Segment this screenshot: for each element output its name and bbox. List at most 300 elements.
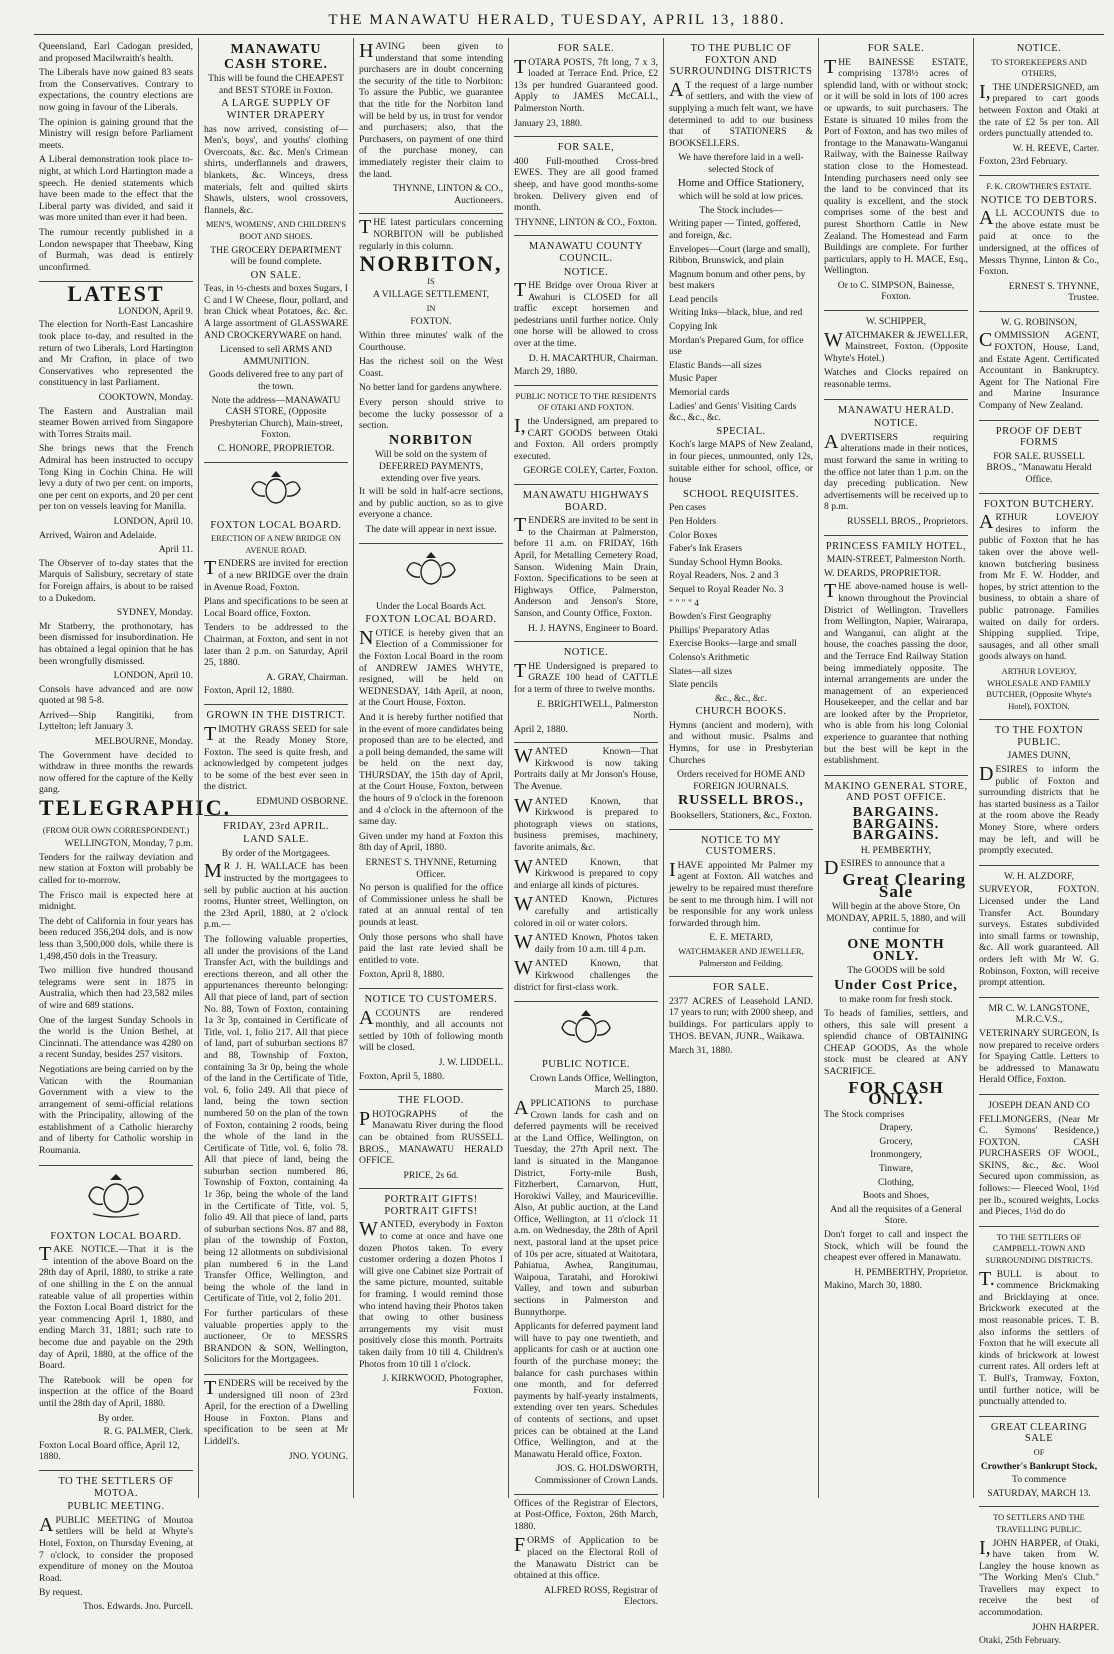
- school-item: " " " " 4: [669, 597, 700, 609]
- column-6: [818, 38, 973, 1498]
- ad-body: ADVERTISERS requiring alterations made in their notices, must forward the same in writing to the office not later than 1 p.m. on the day preceding publication. New advertisements will be received up to 8 p.m.: [824, 430, 968, 513]
- ad-date: Makino, March 30, 1880.: [824, 1280, 923, 1292]
- ad-body: TIMOTHY GRASS SEED for sale at the Ready Money Store, Foxton. The seed is quite fresh, and acknowledged by competent judges to be some of the best ever seen in the district.: [204, 722, 348, 793]
- school-heading: SCHOOL REQUISITES.: [683, 488, 799, 500]
- stock-item: Ironmongery,: [870, 1149, 922, 1161]
- wanted-ad: WANTED Known—That Kirkwood is now taking Portraits daily at Mr Jonson's House, The Avenue.: [514, 745, 658, 793]
- ad-body: TAKE NOTICE.—That it is the intention of the above Board on the 28th day of April, 1880, to strike a rate of one shilling in the £ on the annual rateable value of all properties within the Foxton Local Board district for the year commencing April 1, 1880, and ending March 31, 1881; such rate to become due and payable on the 29th day of April, 1880, at the office of the Board.: [39, 1243, 193, 1372]
- ad-body: VETERINARY SURGEON, Is now prepared to receive orders for Spaying Cattle. Letters to be addressed to Manawatu Herald Office, Foxton.: [979, 1027, 1099, 1086]
- ad-body: Given under my hand at Foxton this 8th day of April, 1880.: [359, 830, 503, 854]
- ad-by: By order of the Mortgagees.: [221, 847, 331, 859]
- norbiton-walk: Within three minutes' walk of the Courthouse.: [359, 330, 503, 353]
- ad-signature: ERNEST S. THYNNE, Trustee.: [1008, 280, 1099, 304]
- news-paragraph: Negotiations are being carried on by the Vatican with the Roumanian Government with a view to the arrangement of semi-official relations with the Principality, allowing of the establishment of a Catholic hierarchy and of liberty for Catholic worship in Roumania.: [39, 1063, 193, 1157]
- reeve-ad: [979, 38, 1099, 176]
- ad-body: Only those persons who shall have paid the last rate levied shall be entitled to vote.: [359, 931, 503, 966]
- norbiton-soil: Has the richest soil on the West Coast.: [359, 356, 503, 379]
- norbiton-ad: [359, 214, 503, 543]
- ad-date: Foxton, April 5, 1880.: [359, 1070, 445, 1082]
- stock-item: Clothing,: [878, 1176, 914, 1188]
- ad-heading: FOR SALE.: [557, 43, 615, 54]
- ad-body: And it is hereby further notified that in the event of more candidates being proposed than are to be elected, and a poll being demanded, the same will be held on the next day, THURSDAY, the 15th day of April, at the Court House, Foxton, between the hours of 9 o'clock in the forenoon and 4 o'clock in the afternoon of the same day.: [359, 711, 503, 828]
- wanted-ad: WANTED Known, that Kirkwood is prepared to copy and enlarge all kinds of pictures.: [514, 855, 658, 891]
- ad-preheading: Under the Local Boards Act.: [375, 600, 487, 612]
- ad-heading: TO THE PUBLIC OF FOXTON AND SURROUNDING DISTRICTS: [669, 43, 813, 78]
- ad-body: FELLMONGERS, (Near Mr C. Symons' Residence,) FOXTON. CASH PURCHASERS OF WOOL, SKINS, &c., &c. Wool Secured upon commission, as follows:— Fleeced Wool, 1½d per lb., scoured weights, Locks and Pieces, 1½d do do: [979, 1113, 1099, 1218]
- stock-item: Lead pencils: [669, 293, 718, 305]
- ad-date: SATURDAY, MARCH 13.: [987, 1487, 1091, 1499]
- ad-heading: TO THE SETTLERS OF MOTOA.: [58, 1475, 174, 1499]
- news-paragraph: The opinion is gaining ground that the Ministry will resign before Parliament meets.: [39, 116, 193, 151]
- masthead-rule: [34, 34, 1104, 35]
- stock-item: Ladies' and Gents' Visiting Cards &c., &c., &c.: [669, 400, 797, 424]
- ad-date: Foxton, 23rd February.: [979, 156, 1068, 168]
- norbiton-in: IN: [426, 303, 436, 313]
- ad-body: DESIRES to announce that a: [824, 857, 945, 880]
- norbiton-date: The date will appear in next issue.: [365, 523, 497, 535]
- stock-item: Envelopes—Court (large and small), Ribbon, Brunswick, and plain: [669, 243, 811, 267]
- ad-body: THE BAINESSE ESTATE, comprising 1378½ acres of splendid land, with or without stock; or it will be sold in lots of 100 acres or upwards, to suit purchasers. The Estate is situated 10 miles from the Port of Foxton, and has two miles of frontage to the Manawatu-Wanganui Railway, with the Bainesse Railway station close to the Homestead. Intending purchasers need only see the land to be convinced that its quality is excellent, and the stock comprises some of the best and purest Shorthorn Cattle in New Zealand. The Homestead and Farm Buildings are complete. For further particulars, apply to H. MACE, Esq., Wellington.: [824, 55, 968, 277]
- ad-date: March 29, 1880.: [514, 366, 578, 378]
- ad-body: Will begin at the above Store, On MONDAY, APRIL 5, 1880, and will continue for: [826, 901, 966, 936]
- dateline: COOKTOWN, Monday.: [98, 392, 193, 404]
- bridge-tender-ad: [204, 515, 348, 705]
- ad-body: The Ratebook will be open for inspection at the office of the Board until the 28th day of April, 1880.: [39, 1374, 193, 1409]
- ad-body: The Stock comprises: [824, 1108, 905, 1120]
- store-goods: Goods delivered free to any part of the town.: [208, 369, 344, 393]
- ad-heading: TO THE SETTLERS OF CAMPBELL-TOWN AND SURROUNDING DISTRICTS.: [985, 1232, 1093, 1266]
- stock-item: Memorial cards: [669, 387, 730, 399]
- ad-signature: H. PEMBERTHY, Proprietor.: [854, 1266, 968, 1278]
- news-top: [39, 38, 193, 282]
- ad-heading: MANAWATU COUNTY COUNCIL.: [528, 241, 644, 264]
- ad-body: which will be sold at low prices.: [678, 191, 804, 203]
- ad-body: COMMISSION AGENT, FOXTON, House, Land, and Estate Agent. Certificated Accountant in Bankruptcy. Agent for The National Fire and Marine Insurance Company of New Zealand.: [979, 329, 1099, 412]
- ad-signature: THYNNE, LINTON & CO., Foxton.: [514, 216, 658, 228]
- ad-signature: A. GRAY, Chairman.: [266, 671, 348, 683]
- wanted-ad: WANTED Known, Photos taken daily from 10 a.m. till 4 p.m.: [514, 931, 658, 955]
- ad-heading: FRIDAY, 23rd APRIL.: [223, 820, 329, 832]
- ad-body: I,the Undersigned, am prepared to CART GOODS between Otaki and Foxton. All orders promptly executed.: [514, 415, 658, 462]
- harper-ad: [979, 1507, 1099, 1654]
- ad-body: TENDERS will be received by the undersigned till noon of 23rd April, for the erection of a Dwelling House in Foxton. Plans and specification to be seen at Mr Liddell's.: [204, 1376, 348, 1447]
- ad-heading: F. K. CROWTHER'S ESTATE.: [986, 181, 1092, 191]
- column-2: [198, 38, 353, 1498]
- ad-heading: PRINCESS FAMILY HOTEL,: [825, 540, 967, 552]
- flood-ad: [359, 1090, 503, 1189]
- school-item: Pen cases: [669, 502, 707, 514]
- debtors-ad: [979, 176, 1099, 312]
- ad-body: FOR SALE. RUSSELL BROS., "Manawatu Herald Office.: [986, 450, 1092, 485]
- ad-body: Watches and Clocks repaired on reasonable terms.: [824, 367, 968, 391]
- store-intro: This will be found the CHEAPEST and BEST STORE in Foxton.: [208, 73, 344, 96]
- ad-body: 400 Full-mouthed Cross-bred EWES. They are all good framed sheep, and have good months-some broken. Delivery given end of month.: [514, 155, 658, 214]
- ad-body: PHOTOGRAPHS of the Manawatu River during the flood can be obtained from RUSSELL BROS., MANAWATU HERALD OFFICE.: [359, 1107, 503, 1167]
- news-paragraph: A Liberal demonstration took place to-night, at which Lord Hartington made a speech. He denied statements which have been made to the effect that the Liberal party was divided, and said it was more united than ever it had been.: [39, 154, 193, 224]
- graze-ad: [514, 642, 658, 743]
- ad-heading: NOTICE.: [1016, 43, 1062, 54]
- coat-of-arms-icon: [554, 1008, 618, 1048]
- ad-body: to make room for fresh stock.: [839, 994, 953, 1006]
- wanted-ad: WANTED Known, Pictures carefully and artistically colored in oil or water colors.: [514, 893, 658, 929]
- ad-subheading: PUBLIC MEETING.: [67, 1501, 165, 1513]
- school-item: Phillips' Preparatory Atlas: [669, 624, 770, 636]
- store-title-2: CASH STORE.: [223, 56, 329, 72]
- ad-body: Plans and specifications to be seen at Local Board office, Foxton.: [204, 596, 348, 619]
- news-paragraph: The rumour recently published in a London newspaper that Theebaw, King of Burmah, was dead is entirely unconfirmed.: [39, 226, 193, 273]
- norbiton-title-2: NORBITON: [389, 432, 473, 448]
- ad-body: IHAVE appointed Mr Palmer my agent at Foxton. All watches and jewelry to be repaired must therefore be sent to me through him. I will not be responsible for any work unless forwarded through him.: [669, 858, 813, 929]
- ad-heading: FOXTON BUTCHERY.: [983, 498, 1095, 510]
- ad-signature: EDMUND OSBORNE.: [256, 796, 348, 808]
- brickmaking-ad: [979, 1227, 1099, 1417]
- ad-signature: ALFRED ROSS, Registrar of Electors.: [543, 1584, 658, 1608]
- ad-heading: MANAWATU HIGHWAYS BOARD.: [522, 490, 650, 513]
- norbiton-village: A VILLAGE SETTLEMENT,: [372, 289, 490, 301]
- ad-signature: JOHN HARPER.: [1031, 1621, 1099, 1633]
- schipper-ad: [824, 311, 968, 400]
- ad-heading: JOSEPH DEAN AND CO: [988, 1099, 1090, 1111]
- school-item: Color Boxes: [669, 529, 718, 541]
- herald-notice-ad: [824, 400, 968, 536]
- ad-date: Foxton Local Board office, April 12, 1880.: [39, 1439, 180, 1463]
- wanted-ad: WANTED Known, that Kirkwood is prepared to photograph views on stations, business premises, machinery, favorite animals, &c.: [514, 794, 658, 854]
- news-paragraph: Tenders for the railway deviation and new station at Foxton will probably be called for to-morrow.: [39, 851, 193, 886]
- ad-heading: MR C. W. LANGSTONE, M.R.C.V.S.,: [988, 1002, 1090, 1026]
- ad-signature: RUSSELL BROS., Proprietors.: [847, 515, 968, 527]
- ad-body: And all the requisites of a General Store.: [830, 1203, 962, 1227]
- ad-date: January 23, 1880.: [514, 117, 583, 129]
- ad-heading: NOTICE TO MY CUSTOMERS.: [700, 834, 782, 858]
- ad-heading: NOTICE.: [563, 647, 609, 659]
- ad-heading: MAKINO GENERAL STORE, AND POST OFFICE.: [824, 780, 968, 804]
- ad-signature: JOS. G. HOLDSWORTH, Commissioner of Crown Lands.: [534, 1463, 658, 1486]
- ad-heading: W. G. ROBINSON,: [1000, 316, 1078, 328]
- ad-body: To heads of families, settlers, and others, this sale will present a splendid chance of OBTAINING CHEAP GOODS, As the whole stock must be cleared at ANY SACRIFICE.: [824, 1007, 968, 1077]
- store-text: has now arrived, consisting of—Men's, boys', and youths' clothing Overcoats, &c. &c. Men's Crimean shirts, underflannels and drawers, blankets, &c. Winceys, dress materials, felt and quilted skirts Shawls, ulsters, wool crossovers, flannels, &c.: [204, 123, 348, 216]
- grass-seed-ad: [204, 705, 348, 816]
- special-heading: SPECIAL.: [716, 425, 766, 437]
- dateline: April 11.: [158, 544, 193, 556]
- ad-subheading: ERECTION OF A NEW BRIDGE ON AVENUE ROAD.: [211, 534, 341, 555]
- ad-by: By order.: [98, 1412, 134, 1424]
- church-text: Hymns (ancient and modern), with and without music. Psalms and Hymns, for use in Presbyterian Churches: [669, 719, 813, 766]
- norbiton-foxton: FOXTON.: [410, 316, 452, 328]
- store-address: Note the address—MANAWATU CASH STORE, (Opposite Presbyterian Church), Main-street, Foxton.: [209, 394, 343, 441]
- ad-body: FORMS of Application to be placed on the Electoral Roll of the Manawatu District can be obtained at this office.: [514, 1534, 658, 1582]
- dateline: LONDON, April 10.: [113, 670, 193, 682]
- norbiton-halfacre: It will be sold in half-acre sections, and by public auction, so as to give everyone a chance.: [359, 486, 503, 521]
- ad-heading: MANAWATU HERALD.: [837, 404, 955, 416]
- column-7: [973, 38, 1104, 1647]
- news-paragraph: The debt of California in four years has been reduced 356,204 dols, and is now less than 3,500,000 dols, while there is 1,498,450 dols in the Treasury.: [39, 915, 193, 962]
- ad-office: Offices of the Registrar of Electors, at Post-Office, Foxton, 26th March, 1880.: [514, 1497, 658, 1532]
- stationery-ad: [669, 38, 813, 830]
- ad-signature: GEORGE COLEY, Carter, Foxton.: [523, 465, 658, 477]
- news-paragraph: The election for North-East Lancashire took place to-day, and resulted in the return of two Liberals, Lord Hartington and Mr Crafton, in place of two Conservatives who represented the constituency in last Parliament.: [39, 319, 193, 389]
- ad-subheading: NOTICE.: [563, 266, 609, 278]
- ad-signature: JNO. YOUNG.: [288, 1450, 348, 1462]
- electors-ad: [514, 1495, 658, 1615]
- ad-heading: FOR SALE.: [712, 982, 770, 994]
- land-sale-ad: [204, 816, 348, 1375]
- column-3: [353, 38, 508, 1498]
- metard-ad: [669, 830, 813, 978]
- clearing-sale-heading: Great Clearing Sale: [842, 870, 967, 901]
- ad-signature: E. BRIGHTWELL, Palmerston North.: [537, 698, 658, 722]
- store-sale-text: Teas, in ½-chests and boxes Sugars, I C and I W Cheese, flour, pollard, and bran Chick wheat Potatoes, &c. &c. A large assortment of GLASSWARE AND CROCKERYWARE on hand.: [204, 283, 348, 341]
- news-paragraph: The Frisco mail is expected here at midnight.: [39, 889, 193, 913]
- news-paragraph: One of the largest Sunday Schools in the world is the Union Bethel, at Cincinnati. The attendance was 4280 on a recent Sunday, besides 257 visitors.: [39, 1014, 193, 1061]
- stock-item: Grocery,: [879, 1135, 913, 1147]
- school-item: Slate pencils: [669, 679, 718, 691]
- dateline: SYDNEY, Monday.: [116, 607, 193, 619]
- carting-ad: [514, 386, 658, 485]
- ad-body: 2377 ACRES of Leasehold LAND. 17 years to run; with 2000 sheep, and buildings. For particulars apply to THOS. BEVAN, JUNR., Waikawa.: [669, 995, 813, 1042]
- stock-item: Writing Inks—black, blue, and red: [669, 307, 803, 319]
- kirkwood-ads: [514, 743, 658, 1002]
- ad-signature: R. G. PALMER, Clerk.: [103, 1426, 193, 1438]
- news-paragraph: The Eastern and Australian mail steamer Bowen arrived from Singapore with Torres Straits mail.: [39, 405, 193, 440]
- ad-body: SURVEYOR, FOXTON. Licensed under the Land Transfer Act. Boundary surveys. Estates subdivided into small farms or township, &c. All work guaranteed. All orders left with Mr W. G. Robinson, Foxton, will receive prompt attention.: [979, 884, 1099, 989]
- fellmongers-ad: [979, 1095, 1099, 1227]
- ad-body: The following valuable properties, all under the provisions of the Land Transfer Act, with the buildings and erections thereon, and all other the appurtenances thereunto belonging: All that piece of land, part of section No. 88, Town of Foxton, containing 1a 3r 3p, contained in Certificate of Title, vol. 1, folio 217. All that piece of land, part of suburban sections 87 and 88, Township of Foxton, containing 3a 3r 0p, being the whole of the land in the Certificate of Title, vol. 6, folio 249. All that piece of land, being the town section numbered 50 on the plan of the town of Foxton, containing 2 roods, being the whole of the land in the Certificate of Title, vol. 6, folio 78. All that piece of land, being the suburban section numbered 86, Township of Foxton, containing 4a 1r 36p, being the whole of the land in the Certificate of Title, vol. 5, folio 49. All that piece of land, parts of suburban sections Nos. 87 and 88, plan of the township of Foxton, being 12 allotments on subdivisional plan numbered 6 in the Land Transfer Office, Wellington, and being the whole of the land in Certificate of Title, vol 2, folio 201.: [204, 934, 348, 1305]
- ewes-ad: [514, 137, 658, 236]
- news-paragraph: Mr Statberry, the prothonotary, has been dismissed for insubordination. He has obtained a legal opinion that he has been wrongfully dismissed.: [39, 620, 193, 667]
- veterinary-ad: [979, 998, 1099, 1095]
- ad-heading: PUBLIC NOTICE.: [541, 1059, 631, 1071]
- ad-body: TOTARA POSTS, 7ft long, 7 x 3, loaded at Terrace End. Price, £2 13s per hundred Guaranteed good. Apply to JAMES McCALL, Palmerston North.: [514, 55, 658, 114]
- coat-of-arms-icon: [81, 1172, 151, 1220]
- ad-office: Crown Lands Office, Wellington, March 25, 1880.: [529, 1072, 658, 1096]
- ad-heading: W. SCHIPPER,: [865, 316, 927, 328]
- ad-subheading: NOTICE.: [873, 418, 919, 430]
- ad-body: To commence: [1012, 1474, 1066, 1486]
- motoa-meeting-ad: [39, 1471, 193, 1620]
- ad-body: APUBLIC MEETING of Moutoa settlers will be held at Whyte's Hotel, Foxton, on Thursday Evening, at 7 o'clock, to consider the proposed expenditure of money on the Moutoa Road.: [39, 1513, 193, 1584]
- ad-signature: H. J. HAYNS, Engineer to Board.: [528, 622, 658, 634]
- one-month-heading: ONE MONTH ONLY.: [847, 936, 945, 964]
- ad-proprietor: W. DEARDS, PROPRIETOR.: [824, 567, 942, 579]
- ad-body: ARTHUR LOVEJOY desires to inform the public of Foxton that he has taken over the above well-known butchering business from Mr F. W. Hodder, and hopes, by strict attention to the business, to obtain a share of public patronage. Families waited on daily for orders. Shipping supplied. Tripe, sausages, and all other small goods always on hand.: [979, 511, 1099, 663]
- news-paragraph: Queensland, Earl Cadogan presided, and proposed Macilwraith's health.: [39, 41, 193, 64]
- stock-item: Magnum bonum and other pens, by best makers: [669, 268, 806, 292]
- bainesse-ad: [824, 38, 968, 311]
- news-paragraph: The Observer of to-day states that the Marquis of Salisbury, secretary of state for Foreign affairs, is about to be raised to a Dukedom.: [39, 557, 193, 604]
- stock-item: Copying Ink: [669, 321, 718, 333]
- ad-signature: W. H. REEVE, Carter.: [1012, 142, 1099, 154]
- store-boots: MEN'S, WOMENS', AND CHILDREN'S BOOT AND SHOES.: [205, 220, 346, 241]
- ad-body: WATCHMAKER & JEWELLER, Mainstreet, Foxton. (Opposite Whyte's Hotel.): [824, 328, 968, 364]
- telegraphic-heading: TELEGRAPHIC.: [39, 795, 232, 821]
- ad-date: April 2, 1880.: [514, 723, 568, 735]
- newspaper-columns: [34, 38, 1104, 1647]
- ad-heading: FOXTON LOCAL BOARD.: [365, 614, 497, 626]
- norbiton-strive: Every person should strive to become the lucky possessor of a section.: [359, 397, 503, 432]
- totara-ad: [514, 38, 658, 137]
- wanted-ad: WANTED Known, that Kirkwood challenges the district for first-class work.: [514, 957, 658, 993]
- ad-price: PRICE, 2s 6d.: [403, 1169, 459, 1181]
- news-paragraph: Arrived, Wairon and Adelaide.: [39, 529, 157, 541]
- ad-body: THE Bridge over Oroua River at Awahuri is CLOSED for all traffic except horsemen and pedestrians until further notice. Only one horse will be allowed to cross over at the time.: [514, 279, 658, 350]
- stock-item: Elastic Bands—all sizes: [669, 359, 762, 371]
- ad-heading: PUBLIC NOTICE TO THE RESIDENTS OF OTAKI AND FOXTON.: [515, 391, 657, 413]
- store-grocery: THE GROCERY DEPARTMENT will be found complete.: [210, 244, 342, 268]
- dateline: LONDON, April 10.: [113, 515, 193, 527]
- ad-heading: THE FLOOD.: [398, 1095, 464, 1107]
- robinson-ad: [979, 312, 1099, 421]
- ad-heading: FOXTON LOCAL BOARD.: [50, 1230, 182, 1242]
- stock-item: Tinware,: [878, 1163, 914, 1175]
- ad-signature: Or to C. SIMPSON, Bainesse, Foxton.: [837, 279, 955, 303]
- news-paragraph: Consols have advanced and are now quoted at 98 5-8.: [39, 683, 193, 707]
- telegraphic-section: [39, 820, 193, 1166]
- ad-of: OF: [1033, 1447, 1045, 1457]
- highways-ad: [514, 485, 658, 642]
- dateline: LONDON, April 9.: [118, 305, 193, 317]
- ad-heading: NOTICE TO CUSTOMERS.: [364, 993, 498, 1005]
- latest-section: [39, 306, 193, 796]
- ad-signature: ARTHUR LOVEJOY, WHOLESALE AND FAMILY BUTCHER, (Opposite Whyte's Hotel), FOXTON.: [986, 666, 1092, 711]
- news-paragraph: Arrived—Ship Rangitiki, from Lyttelton; left January 3.: [39, 709, 193, 733]
- ad-body: Don't forget to call and inspect the Stock, which will be found the cheapest ever offered in Manawatu.: [824, 1229, 968, 1264]
- ad-heading: PORTRAIT GIFTS! PORTRAIT GIFTS!: [384, 1194, 478, 1217]
- cash-store-ad: [204, 38, 348, 463]
- norbiton-title: NORBITON,: [359, 251, 503, 277]
- stock-item: Boots and Shoes,: [862, 1190, 930, 1202]
- dateline: WELLINGTON, Monday, 7 p.m.: [64, 838, 193, 850]
- column-5: [663, 38, 818, 1498]
- school-item: Colenso's Arithmetic: [669, 651, 750, 663]
- bargains-heading: BARGAINS. BARGAINS. BARGAINS.: [852, 805, 940, 844]
- school-item: Pen Holders: [669, 515, 717, 527]
- ad-by: By request.: [39, 1587, 83, 1599]
- foxton-local-board-ad: [39, 1226, 193, 1471]
- ad-body: For further particulars of these valuable properties apply to the auctioneer, Or to MESSRS BRANDON & SON, Wellington, Solicitors for the Mortgagees.: [204, 1308, 348, 1366]
- store-licensed: Licensed to sell ARMS AND AMMUNITION.: [220, 344, 332, 367]
- ad-body: Applicants for deferred payment land will have to pay one twentieth, and applicants for cash or at auction one fourth of the purchase money; the balance for cash purchases within one month, and for deferred payments by half-yearly instalments, extending over ten years. Schedules of contents of sections, and upset prices can be obtained at the Land Office, Wellington, and at the Manawatu Herald office, Foxton.: [514, 1321, 658, 1460]
- ad-body: I,THE UNDERSIGNED, am prepared to cart goods between Foxton and Otaki at the rate of £2 5s per ton. All orders punctually attended to.: [979, 80, 1099, 140]
- ad-body: The GOODS will be sold: [847, 965, 945, 977]
- norbiton-deferred: Will be sold on the system of DEFERRED PAYMENTS, extending over five years.: [374, 449, 488, 484]
- ad-heading: GROWN IN THE DISTRICT.: [206, 709, 346, 721]
- news-paragraph: The Liberals have now gained 83 seats from the Conservatives. Contrary to expectations, the country elections are now going in favour of the Liberals.: [39, 67, 193, 113]
- ad-body: DESIRES to inform the public of Foxton and surrounding districts that he has started business as a Tailor at the room above the Ready Money Store, where orders may be left, and will be promptly executed.: [979, 763, 1099, 857]
- ad-body: T.BULL is about to commence Brickmaking and Bricklaying at once. Brickwork executed at the most reasonable prices. T. B. also informs the settlers of Foxton that he will execute all kinds of brickwork at lowest current rates. All orders left at T. Bull's, Tramway, Foxton, until further notice, will be punctually attended to.: [979, 1267, 1099, 1408]
- store-proprietor: C. HONORE, PROPRIETOR.: [217, 443, 335, 454]
- crowther-sale-ad: [979, 1417, 1099, 1508]
- ad-subheading: TO STOREKEEPERS AND OTHERS,: [991, 57, 1087, 79]
- ad-body: We have therefore laid in a well-selected Stock of: [678, 152, 804, 175]
- stock-item: Mordan's Prepared Gum, for office use: [669, 334, 804, 358]
- school-item: Sequel to Royal Reader No. 3: [669, 583, 784, 595]
- ad-heading: W. H. ALZDORF,: [1003, 870, 1075, 882]
- news-paragraph: Two million five hundred thousand telegrams were sent in 1875 in Australia, which then had 23,582 miles of wire and 689 stations.: [39, 965, 193, 1011]
- ad-signature: Thos. Edwards. Jno. Purcell.: [82, 1600, 193, 1612]
- school-item: Slates—all sizes: [669, 665, 733, 677]
- ad-date: Otaki, 25th February.: [979, 1635, 1061, 1647]
- news-paragraph: The Government have decided to withdraw in three months the rewards now offered for the capture of the Kelly gang.: [39, 749, 193, 796]
- ad-signature: ERNEST S. THYNNE, Returning Officer.: [365, 857, 497, 880]
- home-office-heading: Home and Office Stationery,: [677, 176, 805, 189]
- ad-signature: J. KIRKWOOD, Photographer, Foxton.: [382, 1373, 503, 1396]
- russell-sub: Booksellers, Stationers, &c., Foxton.: [670, 810, 812, 822]
- ad-signature: E. E. METARD,: [709, 932, 773, 944]
- ad-body: ALL ACCOUNTS due to the above estate must be paid at once to the undersigned, at the offices of Messrs Thynne, Linton & Co., Foxton.: [979, 207, 1099, 278]
- orders-text: Orders received for HOME AND FOREIGN JOURNALS.: [677, 769, 805, 792]
- ad-body: NOTICE is hereby given that an Election of a Commissioner for the Foxton Local Board in the room of ANDREW JAMES WHYTE, resigned, will be held on WEDNESDAY, 14th April, at noon, at the Court House, Foxton.: [359, 626, 503, 709]
- stock-includes: The Stock includes—: [699, 204, 783, 216]
- column-4: [508, 38, 663, 1608]
- ad-body: THE Undersigned is prepared to GRAZE 100 head of CATTLE for a term of three to twelve months.: [514, 659, 658, 695]
- ad-heading: FOR SALE,: [557, 142, 615, 154]
- column-1: [34, 38, 232, 1612]
- russell-bros: RUSSELL BROS.,: [678, 793, 804, 809]
- norbiton-gardens: No better land for gardens anywhere.: [359, 382, 502, 394]
- ad-heading: GREAT CLEARING SALE: [990, 1421, 1088, 1445]
- stock-item: Writing paper — Tinted, goffered, and foreign, &c.: [669, 218, 801, 241]
- ad-body: TENDERS are invited for erection of a new BRIDGE over the drain in Avenue Road, Foxton.: [204, 557, 348, 593]
- school-item: Royal Readers, Nos. 2 and 3: [669, 570, 779, 582]
- ad-body: AT the request of a large number of settlers, and with the view of supplying a much felt want, we have determined to add to our business that of STATIONERS & BOOKSELLERS.: [669, 78, 813, 149]
- cash-only-heading: FOR CASH ONLY.: [848, 1077, 944, 1109]
- customers-ad: [359, 989, 503, 1090]
- stock-item: Music Paper: [669, 373, 718, 385]
- ad-signature: J. W. LIDDELL.: [438, 1056, 503, 1068]
- ad-signature: THYNNE, LINTON & CO., Auctioneers.: [392, 183, 503, 206]
- ad-body: ACCOUNTS are rendered monthly, and all accounts not settled by 10th of following month will be closed.: [359, 1006, 503, 1054]
- latest-heading: LATEST: [67, 281, 165, 307]
- ad-body: THE above-named house is well-known throughout the Provincial District of Wellington. Travellers from Wellington, Napier, Wairarapa, and Wanganui, can alight at the house, the coaches passing the door, and the Terrace End Railway Station being immediately opposite. The internal arrangements are under the management of an experienced Housekeeper, and the cellar and bar are looked after by the Proprietor, who is able from his long Colonial experience to guarantee that nothing but the best will be kept in the establishment.: [824, 580, 968, 767]
- ad-signature-sub: WATCHMAKER AND JEWELLER, Palmerston and Feilding.: [678, 946, 804, 968]
- tailor-ad: [979, 720, 1099, 866]
- dwelling-tender-ad: [204, 1375, 348, 1469]
- county-council-ad: [514, 236, 658, 386]
- leasehold-ad: [669, 977, 813, 1064]
- ad-heading: TO THE FOXTON PUBLIC.: [994, 725, 1084, 748]
- ad-date: March 31, 1880.: [669, 1045, 733, 1057]
- under-cost-heading: Under Cost Price,: [834, 977, 958, 993]
- ad-body: Tenders to be addressed to the Chairman, at Foxton, and sent in not later than 2 p.m. on Saturday, April 25, 1880.: [204, 622, 348, 669]
- ad-heading: TO SETTLERS AND THE TRAVELLING PUBLIC.: [993, 1513, 1085, 1534]
- ad-body: THE latest particulars concerning NORBITON will be published regularly in this column.: [359, 216, 503, 252]
- ad-body: HAVING been given to understand that some intending purchasers are in doubt concerning the security of the title to Norbiton: To assure the Public, we guarantee that the title for the Norbiton land will be held by us, in trust for vendor and purchasers; also, that the Purchasers, on payment of one third of the purchase money, can immediately register their claim to the land.: [359, 40, 503, 180]
- makino-store-ad: [824, 776, 968, 1299]
- norbiton-is: IS: [427, 276, 435, 286]
- store-title: MANAWATU: [230, 42, 322, 57]
- store-large: A LARGE SUPPLY OF WINTER DRAPERY: [221, 98, 331, 121]
- hotel-ad: [824, 536, 968, 776]
- ad-heading: PROOF OF DEBT FORMS: [995, 425, 1083, 449]
- coat-of-arms-icon: [244, 469, 308, 509]
- ad-body: I,JOHN HARPER, of Otaki, have taken from W. Langley the house known as "The Working Men's Club." Travellers may expect to receive the best of accommodation.: [979, 1536, 1099, 1619]
- school-item: Sunday School Hymn Books.: [669, 556, 783, 568]
- ad-body: WANTED, everybody in Foxton to come at once and have one dozen Photos taken. To every customer ordering a dozen Photos I will give one Cabinet size Portrait of the same picture, mounted, suitable for framing. I would remind those who intend having their Photos taken that owing to other business arrangements my visit must positively close this month. Portraits taken daily from 10 till 4. Children's Photos from 10 till 1 o'clock.: [359, 1218, 503, 1370]
- proof-forms-ad: [979, 421, 1099, 494]
- pemberthy-name: H. PEMBERTHY,: [860, 844, 932, 856]
- ad-subheading: NOTICE TO DEBTORS.: [980, 194, 1098, 206]
- store-sale: ON SALE.: [250, 269, 302, 281]
- ad-body: No person is qualified for the office of Commissioner unless he shall be rated at an annual rental of ten pounds at least.: [359, 882, 503, 928]
- surveyor-ad: [979, 866, 1099, 998]
- ad-date: Foxton, April 8, 1880.: [359, 969, 445, 981]
- ad-subheading: LAND SALE.: [243, 834, 309, 846]
- ad-signature: D. H. MACARTHUR, Chairman.: [528, 352, 658, 364]
- election-ad: [359, 596, 503, 989]
- school-item: &c., &c., &c.: [715, 692, 767, 704]
- stock-item: Drapery,: [879, 1122, 913, 1134]
- news-paragraph: She brings news that the French Admiral has been instructed to occupy Tong King in Cochin China. He will levy a duty of two per cent. on imports, one per cent on exports, and 20 per cent per ton on vessels leaving for Manilla.: [39, 443, 193, 513]
